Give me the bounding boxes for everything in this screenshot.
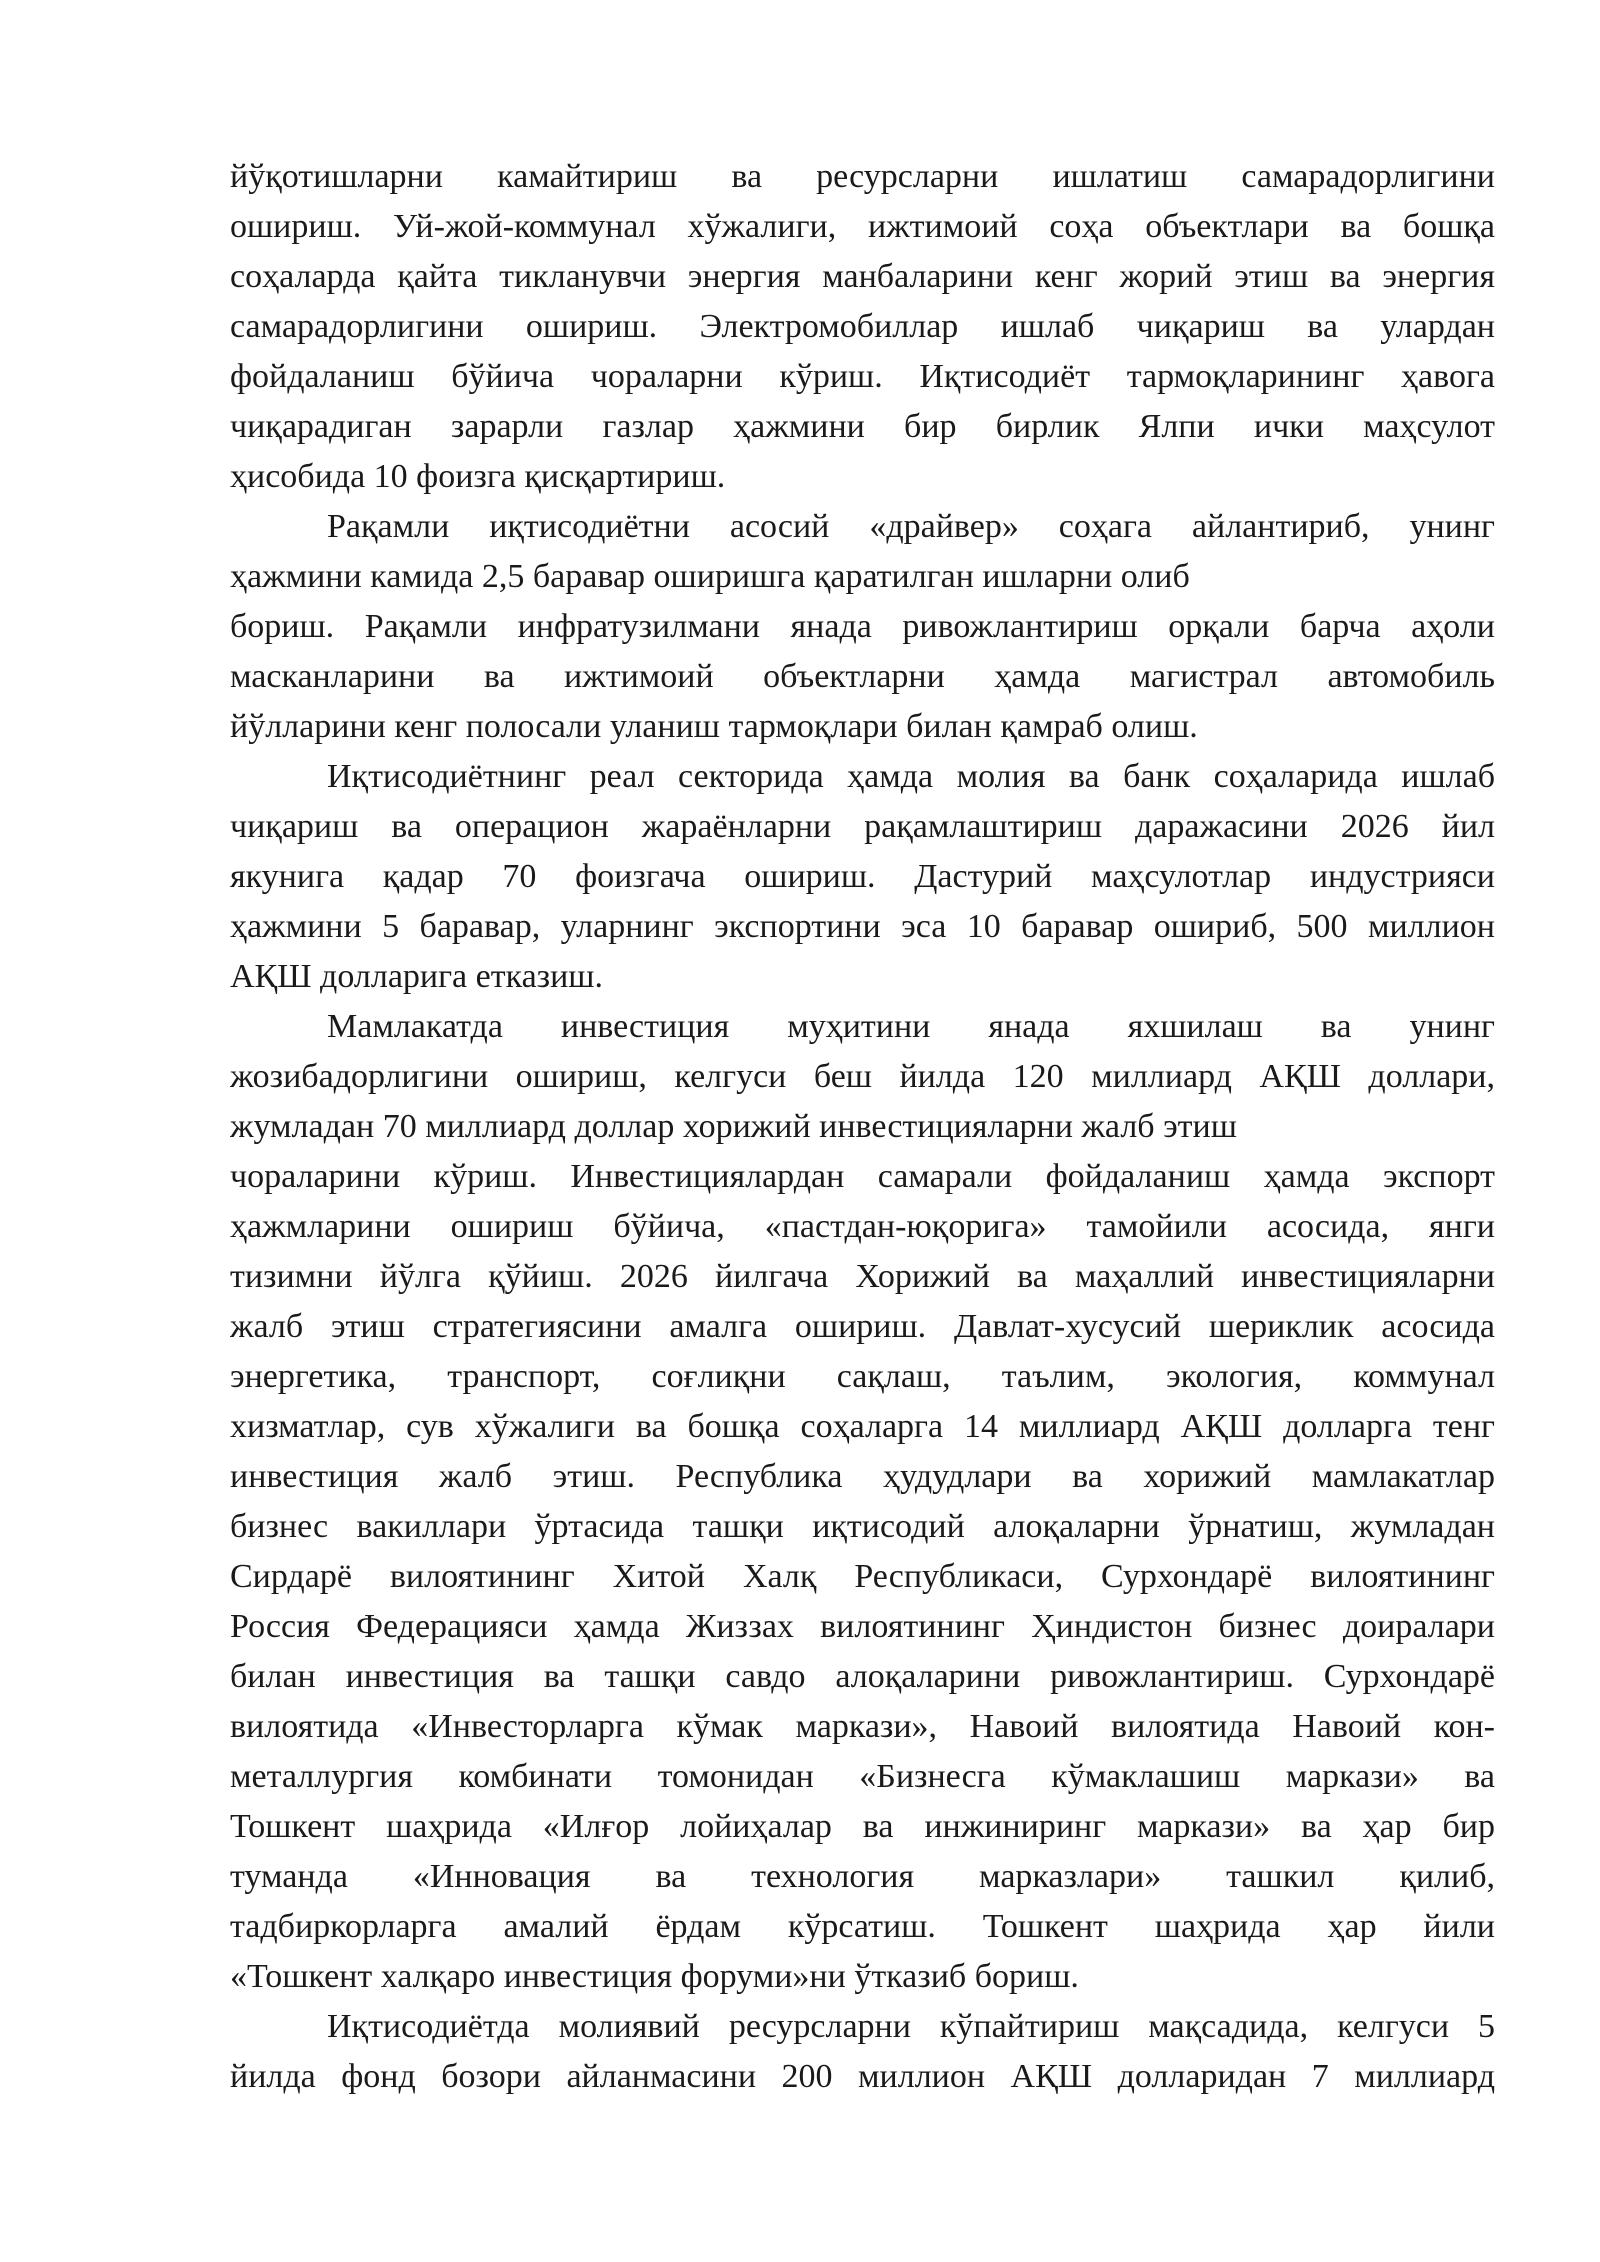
text-line: жозибадорлигини ошириш, келгуси беш йилда 120 миллиард АҚШ доллари, [230, 1058, 1495, 1095]
text-line: якунига қадар 70 фоизгача ошириш. Дастурий маҳсулотлар индустрияси [230, 858, 1495, 895]
paragraph [230, 752, 1495, 1002]
paragraph [230, 152, 1495, 502]
text-line: соҳаларда қайта тикланувчи энергия манбаларини кенг жорий этиш ва энергия [230, 258, 1495, 295]
text-line: жалб этиш стратегиясини амалга ошириш. Давлат-хусусий шериклик асосида [230, 1308, 1495, 1345]
text-line: металлургия комбинати томонидан «Бизнесга кўмаклашиш маркази» ва [230, 1758, 1495, 1795]
text-line: ҳажмини камида 2,5 баравар оширишга қаратилган ишларни олиб [230, 558, 1190, 595]
text-line: АҚШ долларига етказиш. [230, 958, 603, 995]
text-line: вилоятида «Инвесторларга кўмак маркази», Навоий вилоятида Навоий кон- [230, 1708, 1495, 1745]
text-line: билан инвестиция ва ташқи савдо алоқаларини ривожлантириш. Сурхондарё [230, 1658, 1495, 1695]
text-line: чиқариш ва операцион жараёнларни рақамлаштириш даражасини 2026 йил [230, 808, 1495, 845]
text-line: чораларини кўриш. Инвестициялардан самарали фойдаланиш ҳамда экспорт [230, 1158, 1495, 1195]
text-line: Иқтисодиётда молиявий ресурсларни кўпайтириш мақсадида, келгуси 5 [327, 2008, 1495, 2045]
text-line: йилда фонд бозори айланмасини 200 миллион АҚШ долларидан 7 миллиард [230, 2058, 1495, 2095]
text-line: хизматлар, сув хўжалиги ва бошқа соҳаларга 14 миллиард АҚШ долларга тенг [230, 1408, 1495, 1445]
text-line: ҳажмларини ошириш бўйича, «пастдан-юқорига» тамойили асосида, янги [230, 1208, 1495, 1245]
text-line: ошириш. Уй-жой-коммунал хўжалиги, ижтимоий соҳа объектлари ва бошқа [230, 208, 1495, 245]
text-line: самарадорлигини ошириш. Электромобиллар ишлаб чиқариш ва улардан [230, 308, 1495, 345]
text-line: ҳажмини 5 баравар, уларнинг экспортини эса 10 баравар ошириб, 500 миллион [230, 908, 1495, 945]
text-line: инвестиция жалб этиш. Республика ҳудудлари ва хорижий мамлакатлар [230, 1458, 1495, 1495]
text-line: Тошкент шаҳрида «Илғор лойиҳалар ва инжиниринг маркази» ва ҳар бир [230, 1808, 1495, 1845]
text-line: Иқтисодиётнинг реал секторида ҳамда молия ва банк соҳаларида ишлаб [327, 758, 1495, 795]
text-line: энергетика, транспорт, соғлиқни сақлаш, таълим, экология, коммунал [230, 1358, 1495, 1395]
text-line: туманда «Инновация ва технология марказлари» ташкил қилиб, [230, 1858, 1495, 1895]
text-line: йўқотишларни камайтириш ва ресурсларни ишлатиш самарадорлигини [230, 158, 1495, 195]
paragraph [230, 2002, 1495, 2102]
paragraph [230, 502, 1495, 752]
paragraph [230, 1002, 1495, 2002]
text-line: «Тошкент халқаро инвестиция форуми»ни ўтказиб бориш. [230, 1958, 1079, 1995]
text-line: бориш. Рақамли инфратузилмани янада ривожлантириш орқали барча аҳоли [230, 608, 1495, 645]
text-line: фойдаланиш бўйича чораларни кўриш. Иқтисодиёт тармоқларининг ҳавога [230, 358, 1495, 395]
text-line: тизимни йўлга қўйиш. 2026 йилгача Хорижий ва маҳаллий инвестицияларни [230, 1258, 1495, 1295]
text-line: Россия Федерацияси ҳамда Жиззах вилоятининг Ҳиндистон бизнес доиралари [230, 1608, 1495, 1645]
text-line: тадбиркорларга амалий ёрдам кўрсатиш. Тошкент шаҳрида ҳар йили [230, 1908, 1495, 1945]
text-line: ҳисобида 10 фоизга қисқартириш. [230, 458, 726, 495]
text-line: жумладан 70 миллиард доллар хорижий инвестицияларни жалб этиш [230, 1108, 1237, 1145]
text-line: бизнес вакиллари ўртасида ташқи иқтисодий алоқаларни ўрнатиш, жумладан [230, 1508, 1495, 1545]
text-line: Рақамли иқтисодиётни асосий «драйвер» соҳага айлантириб, унинг [327, 508, 1495, 545]
document-body [230, 152, 1495, 2102]
text-line: чиқарадиган зарарли газлар ҳажмини бир бирлик Ялпи ички маҳсулот [230, 408, 1495, 445]
text-line: йўлларини кенг полосали уланиш тармоқлари билан қамраб олиш. [230, 708, 1198, 745]
text-line: Сирдарё вилоятининг Хитой Халқ Республикаси, Сурхондарё вилоятининг [230, 1558, 1495, 1595]
text-line: Мамлакатда инвестиция муҳитини янада яхшилаш ва унинг [327, 1008, 1495, 1045]
text-line: масканларини ва ижтимоий объектларни ҳамда магистрал автомобиль [230, 658, 1495, 695]
